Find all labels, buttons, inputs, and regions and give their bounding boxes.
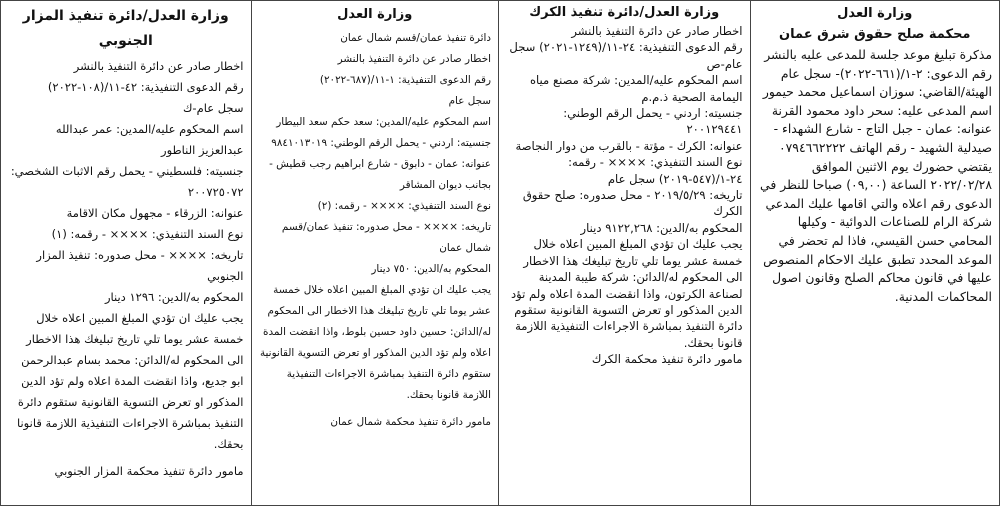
bond-date: تاريخه: ×××× - محل صدوره: تنفيذ المزار الجنوبي bbox=[36, 248, 244, 283]
notice-body: يجب عليك ان تؤدي المبلغ المبين اعلاه خلال خمسة عشر يوما تلي تاريخ تبليغك هذا الاخطار الى المحكوم له/الدائن: محمد بسام عبدالرحمن ابو جديع، واذا انقضت المدة اعلاه ولم تؤد الدين المذكور او تعرض التسوية القانونية ستقوم دائرة التنفيذ بمباشرة الاجراءات التنفيذية اللازمة قانونا بحقك. bbox=[16, 311, 244, 451]
debt-amount: المحكوم به/الدين: ١٢٩٦ دينار bbox=[104, 290, 244, 304]
case-number: رقم الدعوى: ٢-١/(٦٦١-٢٠٢٢)- سجل عام bbox=[780, 65, 992, 81]
case-number: رقم الدعوى التنفيذية: ٤٢-١١/(١٠٨-٢٠٢٢) bbox=[47, 80, 244, 94]
debtor-name: اسم المحكوم عليه/المدين: عمر عبدالله عبدالعزيز الناطور bbox=[55, 122, 244, 157]
debtor-name: اسم المحكوم عليه/المدين: شركة مصنع مياه اليمامة الصحية ذ.م.م bbox=[529, 73, 743, 104]
court-name: محكمة صلح حقوق شرق عمان bbox=[779, 27, 971, 42]
defendant-name: اسم المدعى عليه: سحر داود محمود القرنة bbox=[771, 102, 992, 118]
debtor-nationality: جنسيته: اردني - يحمل الرقم الوطني: ٩٨٤١٠١٣٠١٩ bbox=[271, 137, 491, 149]
notice-footer: مامور دائرة تنفيذ محكمة الكرك bbox=[591, 352, 743, 367]
bond-date: تاريخه: ٢٠١٩/٥/٢٩ - محل صدوره: صلح حقوق الكرك bbox=[522, 188, 743, 219]
notice-column-karak bbox=[498, 1, 750, 505]
notice-title: وزارة العدل/دائرة تنفيذ المزار الجنوبي bbox=[22, 8, 229, 49]
notice-line: اخطار صادر عن دائرة التنفيذ بالنشر bbox=[571, 24, 743, 38]
notice-footer: مامور دائرة تنفيذ محكمة شمال عمان bbox=[330, 416, 491, 428]
debtor-name: اسم المحكوم عليه/المدين: سعد حكم سعد البيطار bbox=[276, 116, 491, 128]
debt-amount: المحكوم به/الدين: ٧٥٠ دينار bbox=[371, 263, 491, 275]
debt-amount: المحكوم به/الدين: ٩١٢٢,٢٦٨ دينار bbox=[580, 220, 743, 235]
debtor-nationality: جنسيته: فلسطيني - يحمل رقم الاثبات الشخصي: ٢٠٠٧٢٥٠٧٢ bbox=[10, 164, 244, 199]
case-number: رقم الدعوى التنفيذية: ٢٤-١١/(١٢٤٩-٢٠٢١) سجل عام-ص bbox=[509, 40, 743, 71]
notice-body: يجب عليك ان تؤدي المبلغ المبين اعلاه خلال خمسة عشر يوما تلي تاريخ تبليغك هذا الاخطار الى المحكوم له/الدائن: حسين داود حسين بلوط، واذا انقضت المدة اعلاه ولم تؤد الدين المذكور او تعرض التسوية القانونية ستقوم دائرة التنفيذ بمباشرة الاجراءات التنفيذية اللازمة قانونا بحقك. bbox=[259, 284, 491, 401]
notice-line: اخطار صادر عن دائرة التنفيذ بالنشر bbox=[73, 59, 244, 73]
case-number: رقم الدعوى التنفيذية: ١-١١/(٦٨٧-٢٠٢٢) bbox=[319, 74, 491, 86]
notice-line: دائرة تنفيذ عمان/قسم شمال عمان bbox=[340, 32, 491, 44]
debtor-address: عنوانه: عمان - دابوق - شارع ابراهيم رجب قطيش - بجانب ديوان المشاقر bbox=[269, 158, 491, 191]
notice-line: سجل عام-ك bbox=[182, 101, 244, 115]
notice-title: وزارة العدل/دائرة تنفيذ الكرك bbox=[529, 5, 720, 20]
judge-name: الهيئة/القاضي: سوزان اسماعيل محمد حيمور bbox=[762, 84, 992, 100]
notice-footer: مامور دائرة تنفيذ محكمة المزار الجنوبي bbox=[54, 464, 244, 478]
notice-line: سجل عام bbox=[448, 95, 491, 107]
notice-line: مذكرة تبليغ موعد جلسة للمدعى عليه بالنشر bbox=[764, 47, 992, 62]
bond-type: نوع السند التنفيذي: ×××× - رقمه: ٢٤-١/(٥٤٧-٢٠١٩) سجل عام bbox=[568, 155, 743, 186]
notice-body: يجب عليك ان تؤدي المبلغ المبين اعلاه خلال خمسة عشر يوما تلي تاريخ تبليغك هذا الاخطار الى المحكوم له/الدائن: شركة طيبة المدينة لصناعة الكرتون، واذا انقضت المدة اعلاه ولم تؤد الدين المذكور او تعرض التسوية القانونية ستقوم دائرة التنفيذ بمباشرة الاجراءات التنفيذية اللازمة قانونا بحقك. bbox=[510, 237, 743, 350]
notice-title: وزارة العدل bbox=[337, 7, 413, 22]
notice-line: اخطار صادر عن دائرة التنفيذ بالنشر bbox=[337, 53, 491, 65]
debtor-address: عنوانه: الكرك - مؤتة - بالقرب من دوار النجاصة bbox=[515, 138, 743, 153]
notice-column-north-amman bbox=[251, 1, 499, 505]
notice-column-mazar bbox=[1, 1, 251, 505]
bond-date: تاريخه: ×××× - محل صدوره: تنفيذ عمان/قسم شمال عمان bbox=[281, 221, 491, 254]
bond-type: نوع السند التنفيذي: ×××× - رقمه: (١) bbox=[51, 227, 244, 241]
debtor-nationality: جنسيته: اردني - يحمل الرقم الوطني: ٢٠٠١٢٩٤٤١ bbox=[563, 106, 743, 137]
notice-title: وزارة العدل bbox=[837, 6, 913, 21]
defendant-address: عنوانه: عمان - جبل التاج - شارع الشهداء - صيدلية الشهيد - رقم الهاتف ٠٧٩٤٦٦٢٢٢٢ bbox=[773, 121, 992, 155]
notice-body: يقتضي حضورك يوم الاثنين الموافق ٢٠٢٢/٠٢/٢٨ الساعة (٠٩,٠٠) صباحا للنظر في الدعوى رقم اعلاه والتي اقامها عليك المدعي شركة الرام للصناعات الدوائية - وكيلها المحامي حسن القيسي، فاذا لم تحضر في الموعد المحدد تطبق عليك الاحكام المنصوص عليها في قانون محاكم الصلح وقانون اصول المحاكمات المدنية. bbox=[760, 158, 992, 304]
bond-type: نوع السند التنفيذي: ×××× - رقمه: (٢) bbox=[317, 200, 491, 212]
debtor-address: عنوانه: الزرقاء - مجهول مكان الاقامة bbox=[66, 206, 244, 220]
notice-column-east-amman bbox=[750, 1, 1000, 505]
